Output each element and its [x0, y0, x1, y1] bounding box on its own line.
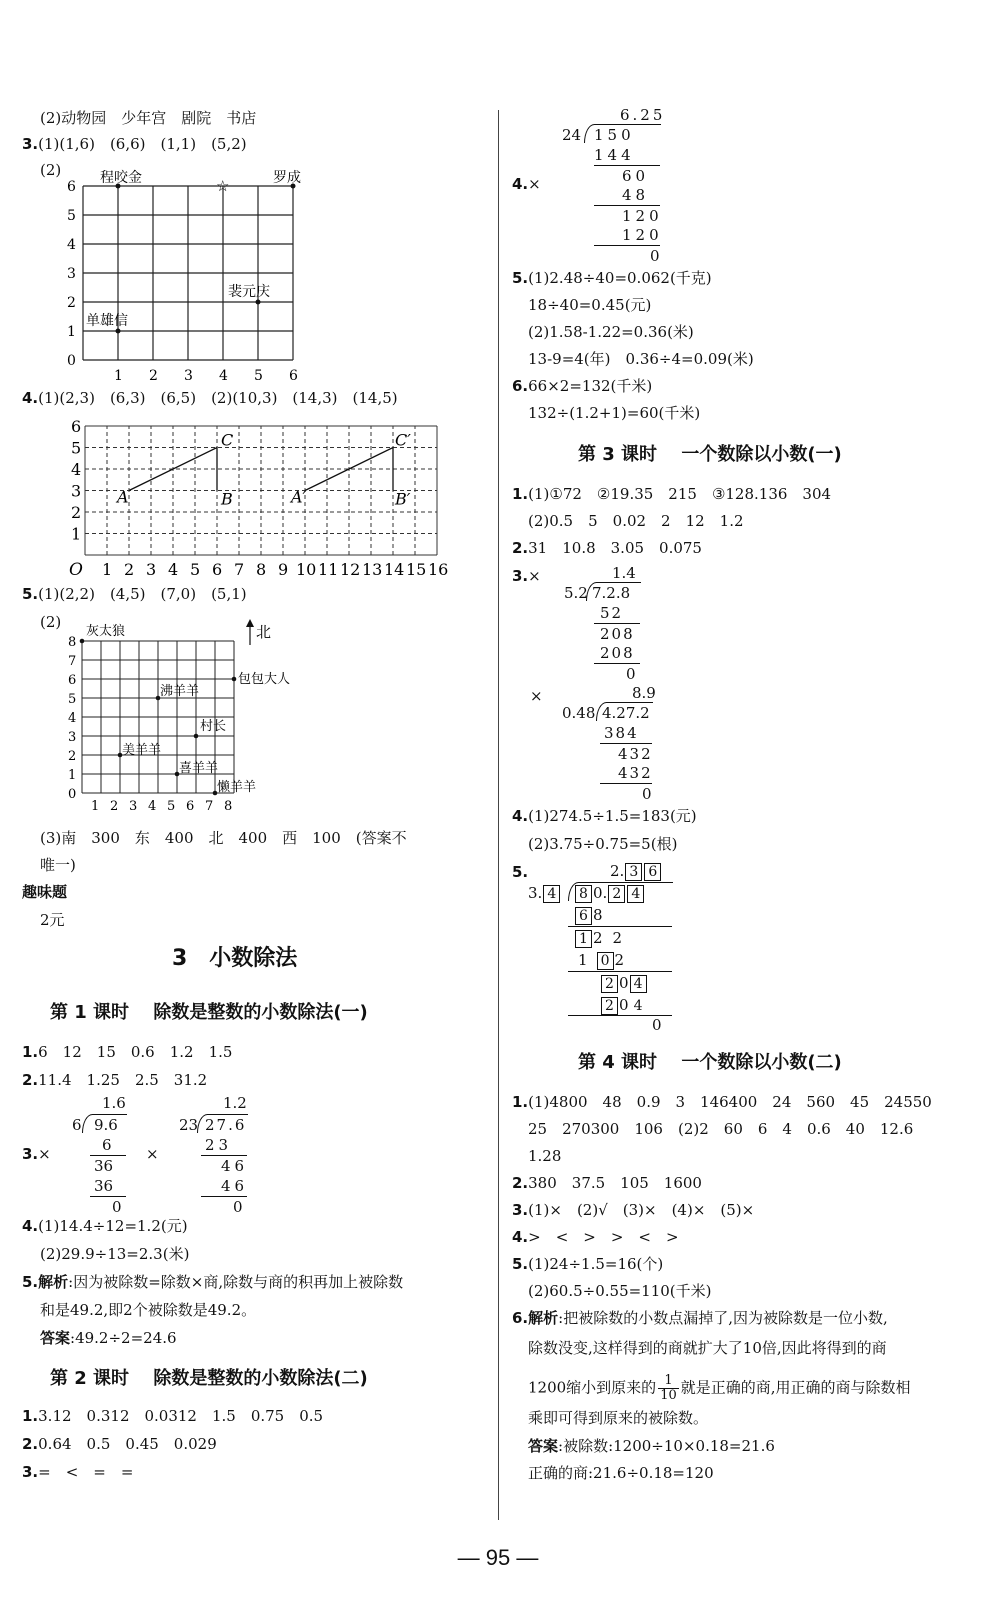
l4-q6-b: 除数没变,这样得到的商就扩大了10倍,因此将得到的商 — [528, 1339, 887, 1357]
r-q5-b: 18÷40=0.45(元) — [528, 296, 652, 314]
grid1-label: 裴元庆 — [228, 284, 270, 300]
l4-answer-b: 正确的商:21.6÷0.18=120 — [528, 1464, 714, 1482]
grid3-x-tick: 4 — [148, 799, 157, 814]
grid2-x-tick: 2 — [124, 560, 135, 579]
l4-q6-d: 乘即可得到原来的被除数。 — [528, 1409, 709, 1427]
grid1-x-tick: 6 — [289, 368, 298, 384]
l3-q1-a: 1.(1)①72 ②19.35 215 ③128.136 304 — [512, 485, 832, 503]
grid3-x-tick: 8 — [224, 799, 233, 814]
l4-q3: 3.(1)× (2)√ (3)× (4)× (5)× — [512, 1201, 755, 1219]
r-q5-c: (2)1.58-1.22=0.36(米) — [528, 323, 694, 341]
grid3-x-tick: 5 — [167, 799, 176, 814]
grid3-y-tick: 7 — [68, 654, 77, 669]
north-arrow-head — [246, 619, 254, 627]
column-divider — [498, 110, 499, 1520]
grid1-point — [116, 329, 121, 334]
fun-answer: 2元 — [40, 911, 65, 929]
grid2-point-label: A — [117, 487, 129, 507]
grid2-point-label: B′ — [395, 489, 411, 509]
grid2-y-tick: 3 — [71, 481, 82, 501]
l1-q4-b: (2)29.9÷13=2.3(米) — [40, 1245, 190, 1263]
l4-q6-a: 6.解析:把被除数的小数点漏掉了,因为被除数是一位小数, — [512, 1309, 888, 1327]
grid1-x-tick: 5 — [254, 368, 263, 384]
l3-q4-a: 4.(1)274.5÷1.5=183(元) — [512, 807, 697, 825]
grid2-x-tick: 16 — [428, 560, 449, 579]
grid3-y-tick: 5 — [68, 692, 77, 707]
q5-part3-line2: 唯一) — [40, 856, 76, 874]
page-number: — 95 — — [457, 1545, 539, 1570]
long-division-2: 1.2 23 27.6 23 46 46 0 — [179, 1094, 249, 1216]
grid2-y-tick: 5 — [71, 438, 82, 458]
l4-answer-a: 答案:被除数:1200÷10×0.18=21.6 — [528, 1437, 775, 1455]
grid3-y-tick: 6 — [68, 673, 77, 688]
grid1-y-tick: 3 — [67, 266, 76, 282]
l1-q2: 2.11.4 1.25 2.5 31.2 — [22, 1071, 208, 1089]
grid3-label: 灰太狼 — [86, 624, 126, 639]
q5-sub2: (2) — [40, 613, 62, 631]
r-q5-d: 13-9=4(年) 0.36÷4=0.09(米) — [528, 350, 754, 368]
grid3-label: 沸羊羊 — [160, 684, 200, 699]
grid2-y-tick: 1 — [71, 524, 82, 544]
grid3-point — [232, 677, 237, 682]
long-division-5: 8.9 0.48 4.27.2 384 432 432 0 — [562, 684, 656, 803]
grid3-x-tick: 6 — [186, 799, 195, 814]
grid2-x-tick: 4 — [168, 560, 179, 579]
l1-q5-b: 和是49.2,即2个被除数是49.2。 — [40, 1301, 257, 1319]
grid3-y-tick: 3 — [68, 730, 77, 745]
l2-q1: 1.3.12 0.312 0.0312 1.5 0.75 0.5 — [22, 1407, 324, 1425]
grid3-label: 包包大人 — [238, 672, 291, 687]
grid2-x-tick: 8 — [256, 560, 267, 579]
fraction-one-tenth: $\frac{1}{10}$ — [660, 1373, 677, 1403]
r-q6-a: 6.66×2=132(千米) — [512, 377, 653, 395]
grid3-y-tick: 0 — [68, 787, 77, 802]
north-label: 北 — [256, 623, 272, 641]
l4-q5-a: 5.(1)24÷1.5=16(个) — [512, 1255, 664, 1273]
coordinate-grid-2 — [65, 410, 455, 582]
long-division-3: 6.25 24 150 144 60 48 120 120 0 — [562, 106, 666, 265]
grid1-x-tick: 4 — [219, 368, 228, 384]
long-division-1: 1.6 6 9.6 6 36 36 0 — [72, 1094, 126, 1216]
l2-q3: 3.= < = = — [22, 1463, 134, 1481]
l1-q4-a: 4.(1)14.4÷12=1.2(元) — [22, 1217, 188, 1235]
fun-title: 趣味题 — [22, 883, 68, 901]
grid2-x-tick: 1 — [102, 560, 113, 579]
long-division-4: 1.4 5.2 7.2.8 52 208 208 0 — [560, 564, 660, 684]
grid1-y-tick: 5 — [67, 208, 76, 224]
l3-q3-mark2: × — [530, 687, 543, 705]
q3-sub2: (2) — [40, 161, 62, 179]
l3-q4-b: (2)3.75÷0.75=5(根) — [528, 835, 678, 853]
grid2-point-label: A′ — [291, 487, 307, 507]
grid1-y-tick: 0 — [67, 353, 76, 369]
l4-q2: 2.380 37.5 105 1600 — [512, 1174, 702, 1192]
grid1-point — [256, 300, 261, 305]
grid3-label: 村长 — [200, 719, 227, 734]
grid3-point — [80, 639, 85, 644]
q4: 4.(1)(2,3) (6,3) (6,5) (2)(10,3) (14,3) (14,5) — [22, 389, 398, 407]
grid1-x-tick: 1 — [114, 368, 123, 384]
grid2-x-tick: 9 — [278, 560, 289, 579]
l4-q1-b: 25 270300 106 (2)2 60 6 4 0.6 40 12.6 — [528, 1120, 914, 1138]
lesson3-title: 第 3 课时 一个数除以小数(一) — [578, 444, 842, 465]
grid3-y-tick: 4 — [68, 711, 77, 726]
lesson4-title: 第 4 课时 一个数除以小数(二) — [578, 1052, 842, 1073]
l1-q5-a: 5.解析:因为被除数=除数×商,除数与商的积再加上被除数 — [22, 1273, 404, 1291]
grid3-label: 懒羊羊 — [217, 780, 257, 795]
grid3-label: 喜羊羊 — [179, 761, 219, 776]
grid2-x-tick: 6 — [212, 560, 223, 579]
grid2-x-tick: 11 — [318, 560, 339, 579]
grid2-y-tick: 4 — [71, 460, 82, 479]
l4-q6-c: 1200缩小到原来的 $\frac{1}{10}$ 就是正确的商,用正确的商与除数相 — [528, 1373, 911, 1403]
r-q6-b: 132÷(1.2+1)=60(千米) — [528, 404, 701, 422]
l1-q3-mark2: × — [146, 1145, 159, 1163]
grid2-point-label: C — [221, 430, 234, 450]
r-q5-a: 5.(1)2.48÷40=0.062(千克) — [512, 269, 712, 287]
grid2-x-tick: 3 — [146, 560, 157, 579]
q5: 5.(1)(2,2) (4,5) (7,0) (5,1) — [22, 585, 247, 603]
grid2-x-tick: 14 — [384, 560, 405, 579]
l3-q3: 3.× — [512, 567, 541, 585]
grid3-y-tick: 8 — [68, 635, 77, 650]
l1-q3: 3.× — [22, 1145, 51, 1163]
q3: 3.(1)(1,6) (6,6) (1,1) (5,2) — [22, 135, 247, 153]
grid1-star: ☆ — [216, 177, 230, 195]
l3-q2: 2.31 10.8 3.05 0.075 — [512, 539, 702, 557]
l3-q1-b: (2)0.5 5 0.02 2 12 1.2 — [528, 512, 744, 530]
grid3-x-tick: 7 — [205, 799, 214, 814]
coordinate-grid-3 — [60, 615, 320, 815]
grid2-x-tick: 10 — [296, 560, 317, 579]
coordinate-grid-1 — [55, 160, 305, 385]
grid2-x-tick: 13 — [362, 560, 383, 579]
grid1-y-tick: 1 — [67, 324, 76, 340]
grid3-x-tick: 2 — [110, 799, 119, 814]
grid1-y-tick: 6 — [67, 179, 76, 195]
grid3-label: 美羊羊 — [122, 743, 162, 758]
lesson1-title: 第 1 课时 除数是整数的小数除法(一) — [50, 1002, 368, 1023]
r-q4: 4.× — [512, 175, 541, 193]
grid1-y-tick: 4 — [67, 237, 76, 253]
grid2-x-tick: 5 — [190, 560, 201, 579]
l1-q1: 1.6 12 15 0.6 1.2 1.5 — [22, 1043, 233, 1061]
grid2-x-tick: 12 — [340, 560, 361, 579]
l4-q1-a: 1.(1)4800 48 0.9 3 146400 24 560 45 24550 — [512, 1093, 932, 1111]
l1-answer: 答案:49.2÷2=24.6 — [40, 1329, 177, 1347]
grid3-y-tick: 1 — [68, 768, 77, 783]
l2-q2: 2.0.64 0.5 0.45 0.029 — [22, 1435, 217, 1453]
grid2-point-label: C′ — [395, 430, 411, 450]
grid3-point — [194, 734, 199, 739]
grid1-label: 罗成 — [273, 170, 301, 186]
grid2-point-label: B — [221, 489, 233, 509]
l4-q4: 4.> < > > < > — [512, 1228, 679, 1246]
grid1-y-tick: 2 — [67, 295, 76, 311]
l3-q5: 5. — [512, 863, 529, 881]
grid1-label: 程咬金 — [100, 170, 142, 186]
lesson2-title: 第 2 课时 除数是整数的小数除法(二) — [50, 1368, 368, 1389]
grid2-x-tick: 7 — [234, 560, 245, 579]
grid2-y-tick: 6 — [71, 417, 82, 436]
box-division: 2. 3 6 3. 4 8 0. 2 4 6 8 1 22 1 0 2 2 0 4 2 0 4 0 — [528, 862, 688, 1032]
q5-part3-line1: (3)南 300 东 400 北 400 西 100 (答案不 — [40, 829, 407, 847]
l4-q5-b: (2)60.5÷0.55=110(千米) — [528, 1282, 712, 1300]
chapter-title: 3 小数除法 — [172, 946, 298, 971]
grid1-x-tick: 2 — [149, 368, 158, 384]
grid1-label: 单雄信 — [86, 313, 128, 329]
grid1-x-tick: 3 — [184, 368, 193, 384]
grid3-y-tick: 2 — [68, 749, 77, 764]
grid2-y-tick: 2 — [71, 503, 82, 522]
l4-q1-c: 1.28 — [528, 1147, 562, 1165]
grid3-x-tick: 1 — [91, 799, 100, 814]
grid2-x-tick: 15 — [406, 560, 427, 579]
q2-part2: (2)动物园 少年宫 剧院 书店 — [40, 109, 257, 127]
grid2-origin: O — [69, 560, 83, 580]
grid3-x-tick: 3 — [129, 799, 138, 814]
